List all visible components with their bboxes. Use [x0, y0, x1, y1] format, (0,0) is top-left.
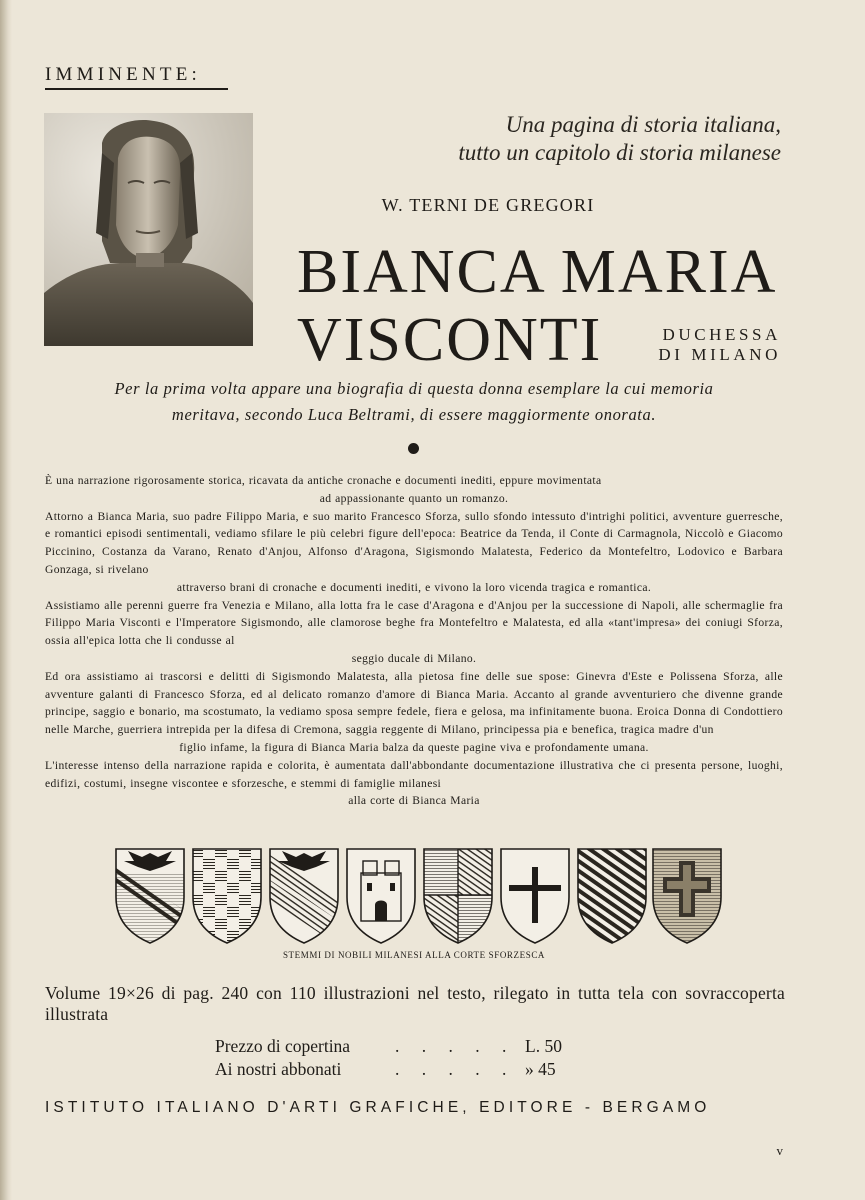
crests-caption: STEMMI DI NOBILI MILANESI ALLA CORTE SFORZESCA [282, 950, 546, 960]
lead-line-2: meritava, secondo Luca Beltrami, di essere maggiormente onorata. [171, 405, 657, 424]
body-text [45, 472, 783, 810]
publisher-line: ISTITUTO ITALIANO D'ARTI GRAFICHE, EDITORE - BERGAMO [45, 1099, 711, 1116]
body-paragraph: attraverso brani di cronache e documenti inediti, e vivono la loro vicenda tragica e romantica. [176, 580, 652, 594]
tagline-line-2: tutto un capitolo di storia milanese [458, 140, 781, 165]
crest-cross-fleury-icon [651, 847, 723, 945]
lead-line-1: Per la prima volta appare una biografia di questa donna esemplare la cui memoria [114, 379, 714, 398]
body-paragraph: È una narrazione rigorosamente storica, ricavata da antiche cronache e documenti inediti, eppure movimentata [45, 474, 602, 487]
page-number: v [776, 1143, 783, 1158]
price-label: Prezzo di copertina [215, 1036, 351, 1056]
crest-bendy-icon [576, 847, 648, 945]
body-paragraph: alla corte di Bianca Maria [348, 794, 480, 808]
kicker-underline [45, 88, 228, 90]
body-paragraph: figlio infame, la figura di Bianca Maria balza da queste pagine viva e profondamente umana. [179, 740, 649, 754]
price-leader-dots: . . . . . [395, 1059, 516, 1079]
body-paragraph: Ed ora assistiamo ai trascorsi e delitti di Sigismondo Malatesta, alla pietosa fine delle sue spose: Ginevra d'Este e Polissena Sforza, alle avventure galanti di Francesco Sforza, ed al delicato romanzo d'amore di Bianca Maria. Accanto al grande avventuriero che divenne grande principe, saggio e bonario, ma scostumato, la vediamo sposa sempre fedele, fiera e gelosa, ma infinitamente buona. Eroica Donna di Condottiero nelle Marche, guerriera intrepida per la difesa di Cremona, saggia reggente di Milano, principessa pia e benefica, tragica madre d'un [45, 669, 783, 737]
crest-castle-icon [345, 847, 417, 945]
crest-checky-icon [191, 847, 263, 945]
book-title-line-1: BIANCA MARIA [297, 238, 778, 306]
price-leader-dots: . . . . . [395, 1036, 516, 1056]
section-bullet [408, 443, 419, 454]
author-name: W. TERNI DE GREGORI [381, 195, 595, 215]
portrait-photo [44, 113, 253, 346]
subtitle-line-1: DUCHESSA [662, 325, 781, 344]
body-paragraph: seggio ducale di Milano. [351, 651, 477, 665]
body-paragraph: Attorno a Bianca Maria, suo padre Filippo Maria, e suo marito Francesco Sforza, sullo sfondo intessuto d'intrighi politici, avventure guerresche, e romantici episodi sentimentali, vediamo sfilare le più celebri figure dell'epoca: Beatrice da Tenda, il Conte di Carmagnola, Niccolò e Giacomo Piccinino, Costanza da Varano, Renato d'Anjou, Alfonso d'Aragona, Sigismondo Malatesta, Federico da Montefeltro, Lodovico e Barbara Gonzaga, si rivelano [45, 509, 783, 576]
price-label: Ai nostri abbonati [215, 1059, 342, 1079]
kicker-label: IMMINENTE: [45, 64, 201, 85]
price-value: L. 50 [525, 1036, 562, 1056]
crest-cross-icon [499, 847, 571, 945]
crest-eagle-bend-icon [114, 847, 194, 945]
book-subtitle [658, 325, 781, 365]
subtitle-line-2: DI MILANO [658, 345, 781, 364]
body-paragraph: ad appassionante quanto un romanzo. [319, 491, 509, 505]
body-paragraph: Assistiamo alle perenni guerre fra Venezia e Milano, alla lotta fra le case d'Aragona e d'Anjou per la successione di Napoli, alle schermaglie fra Filippo Maria Visconti e l'Imperatore Sigismondo, alle clamorose beghe fra Montefeltro e Malatesta, ed alla «tant'impresa» dei coniugi Sforza, ossia all'epica lotta che li condusse al [45, 598, 783, 648]
body-paragraph: L'interesse intenso della narrazione rapida e colorita, è aumentata dall'abbondante documentazione illustrativa che ci presenta persone, luoghi, edifizi, costumi, insegne viscontee e sforzesche, e stemmi di famiglie milanesi [45, 758, 783, 790]
binding-shadow [0, 0, 12, 1200]
volume-description: Volume 19×26 di pag. 240 con 110 illustrazioni nel testo, rilegato in tutta tela con sovraccoperta illustrata [45, 983, 785, 1024]
crest-quartered-icon [422, 847, 494, 945]
tagline-line-1: Una pagina di storia italiana, [505, 112, 781, 137]
crest-eagle-bend-icon [258, 847, 348, 945]
coats-of-arms-row [114, 845, 724, 945]
book-title-line-2: VISCONTI [297, 306, 603, 374]
price-value: » 45 [525, 1059, 556, 1079]
